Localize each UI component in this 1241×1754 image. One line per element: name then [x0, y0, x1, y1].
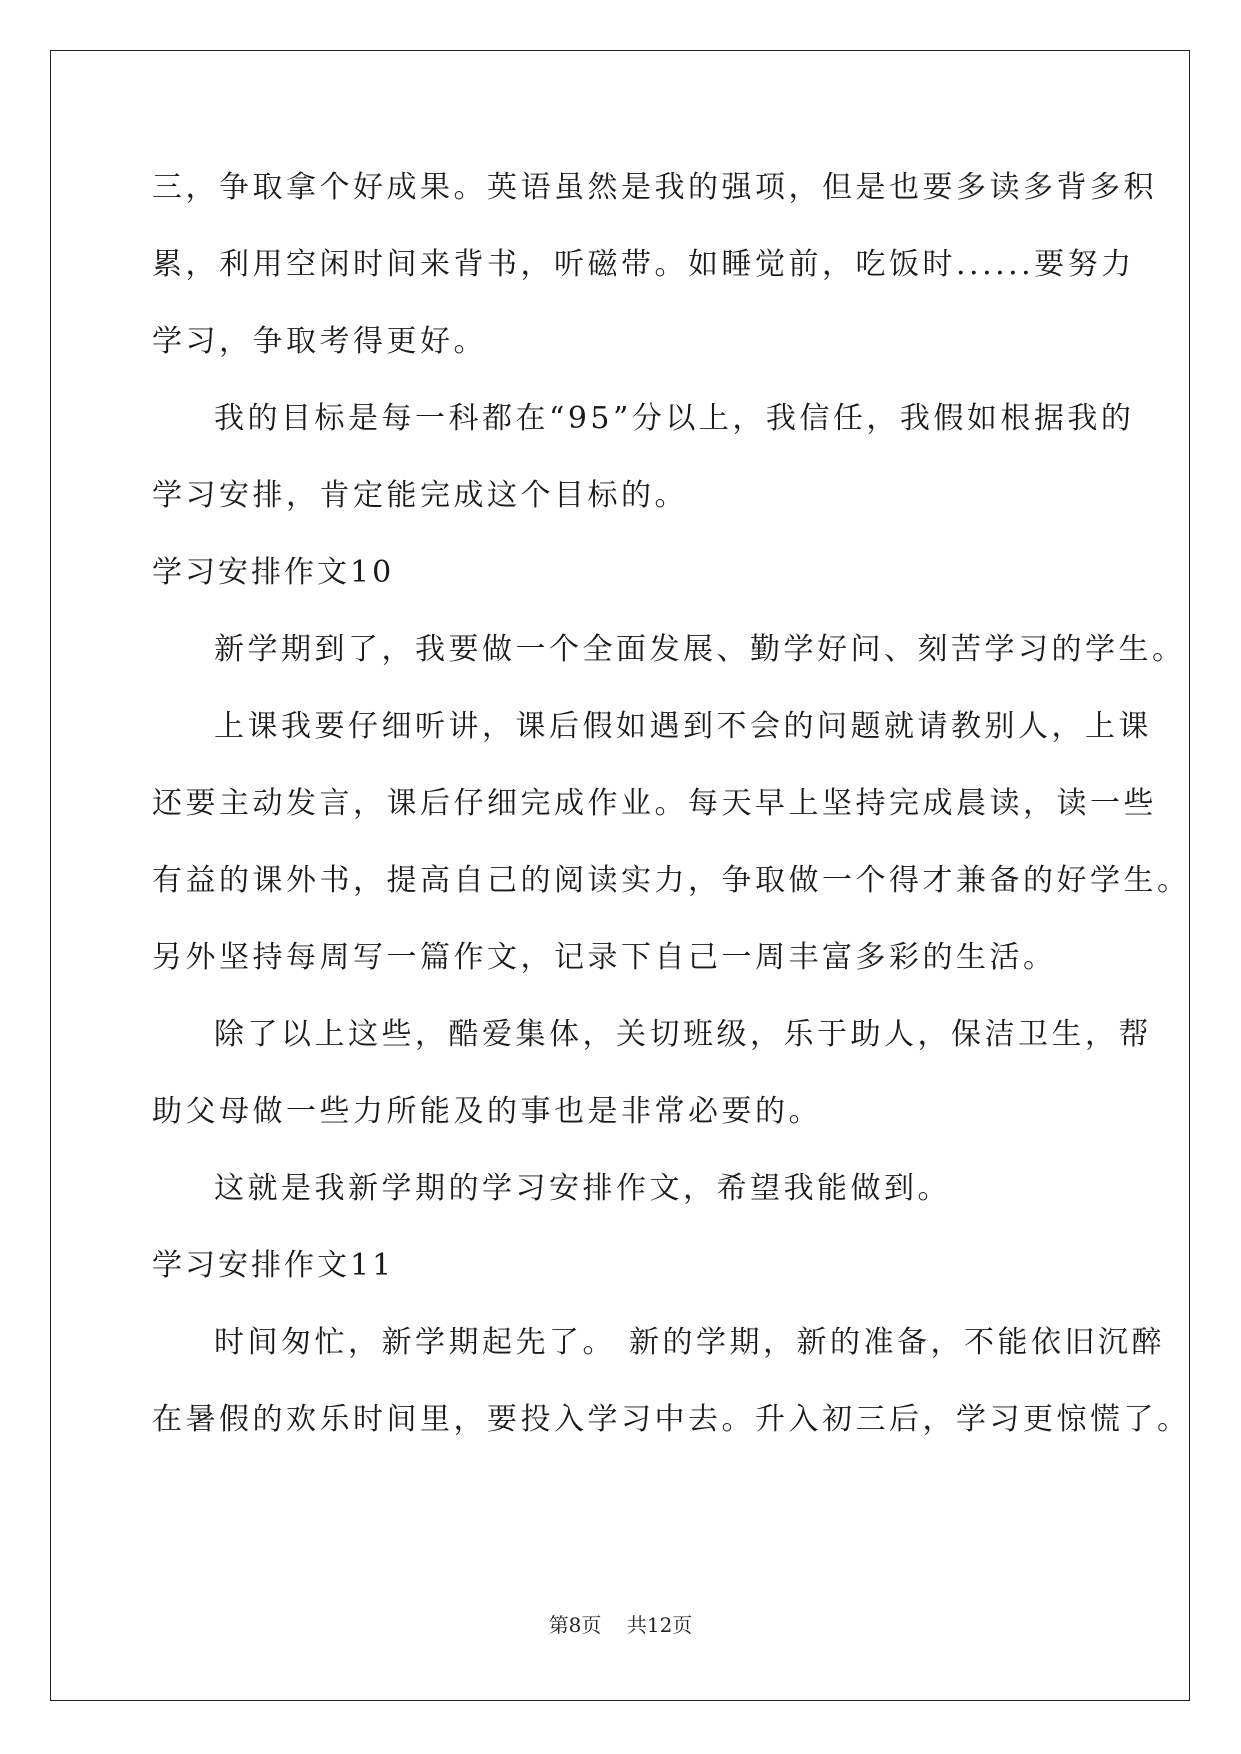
- page-number: 第8页: [548, 1613, 602, 1637]
- paragraph-first-line: 除了以上这些，酷爱集体，关切班级，乐于助人，保洁卫生，帮: [214, 1017, 1152, 1052]
- page-footer: [0, 1611, 1241, 1639]
- section-heading: 学习安排作文11: [152, 1248, 395, 1283]
- paragraph-line: 助父母做一些力所能及的事也是非常必要的。: [152, 1094, 822, 1129]
- footer-spacer: [601, 1613, 626, 1637]
- section-heading: 学习安排作文10: [152, 555, 395, 590]
- paragraph-line: 还要主动发言，课后仔细完成作业。每天早上坚持完成晨读，读一些: [152, 786, 1157, 821]
- paragraph-line: 有益的课外书，提高自己的阅读实力，争取做一个得才兼备的好学生。: [152, 863, 1191, 898]
- paragraph-first-line: 这就是我新学期的学习安排作文，希望我能做到。: [214, 1171, 951, 1206]
- paragraph-line: 另外坚持每周写一篇作文，记录下自己一周丰富多彩的生活。: [152, 940, 1057, 975]
- paragraph-first-line: 上课我要仔细听讲，课后假如遇到不会的问题就请教别人，上课: [214, 709, 1152, 744]
- paragraph-line: 学习，争取考得更好。: [152, 324, 487, 359]
- paragraph-line: 在暑假的欢乐时间里，要投入学习中去。升入初三后，学习更惊慌了。: [152, 1402, 1191, 1437]
- paragraph-line: 累，利用空闲时间来背书，听磁带。如睡觉前，吃饭时......要努力: [152, 247, 1135, 282]
- paragraph-line: 三，争取拿个好成果。英语虽然是我的强项，但是也要多读多背多积: [152, 170, 1157, 205]
- paragraph-line: 学习安排，肯定能完成这个目标的。: [152, 478, 688, 513]
- paragraph-first-line: 我的目标是每一科都在“95”分以上，我信任，我假如根据我的: [214, 401, 1135, 436]
- paragraph-first-line: 时间匆忙，新学期起先了。 新的学期，新的准备，不能依旧沉醉: [214, 1325, 1166, 1360]
- paragraph-first-line: 新学期到了，我要做一个全面发展、勤学好问、刻苦学习的学生。: [214, 632, 1186, 667]
- page-total: 共12页: [626, 1613, 693, 1637]
- document-body: [152, 158, 1191, 1467]
